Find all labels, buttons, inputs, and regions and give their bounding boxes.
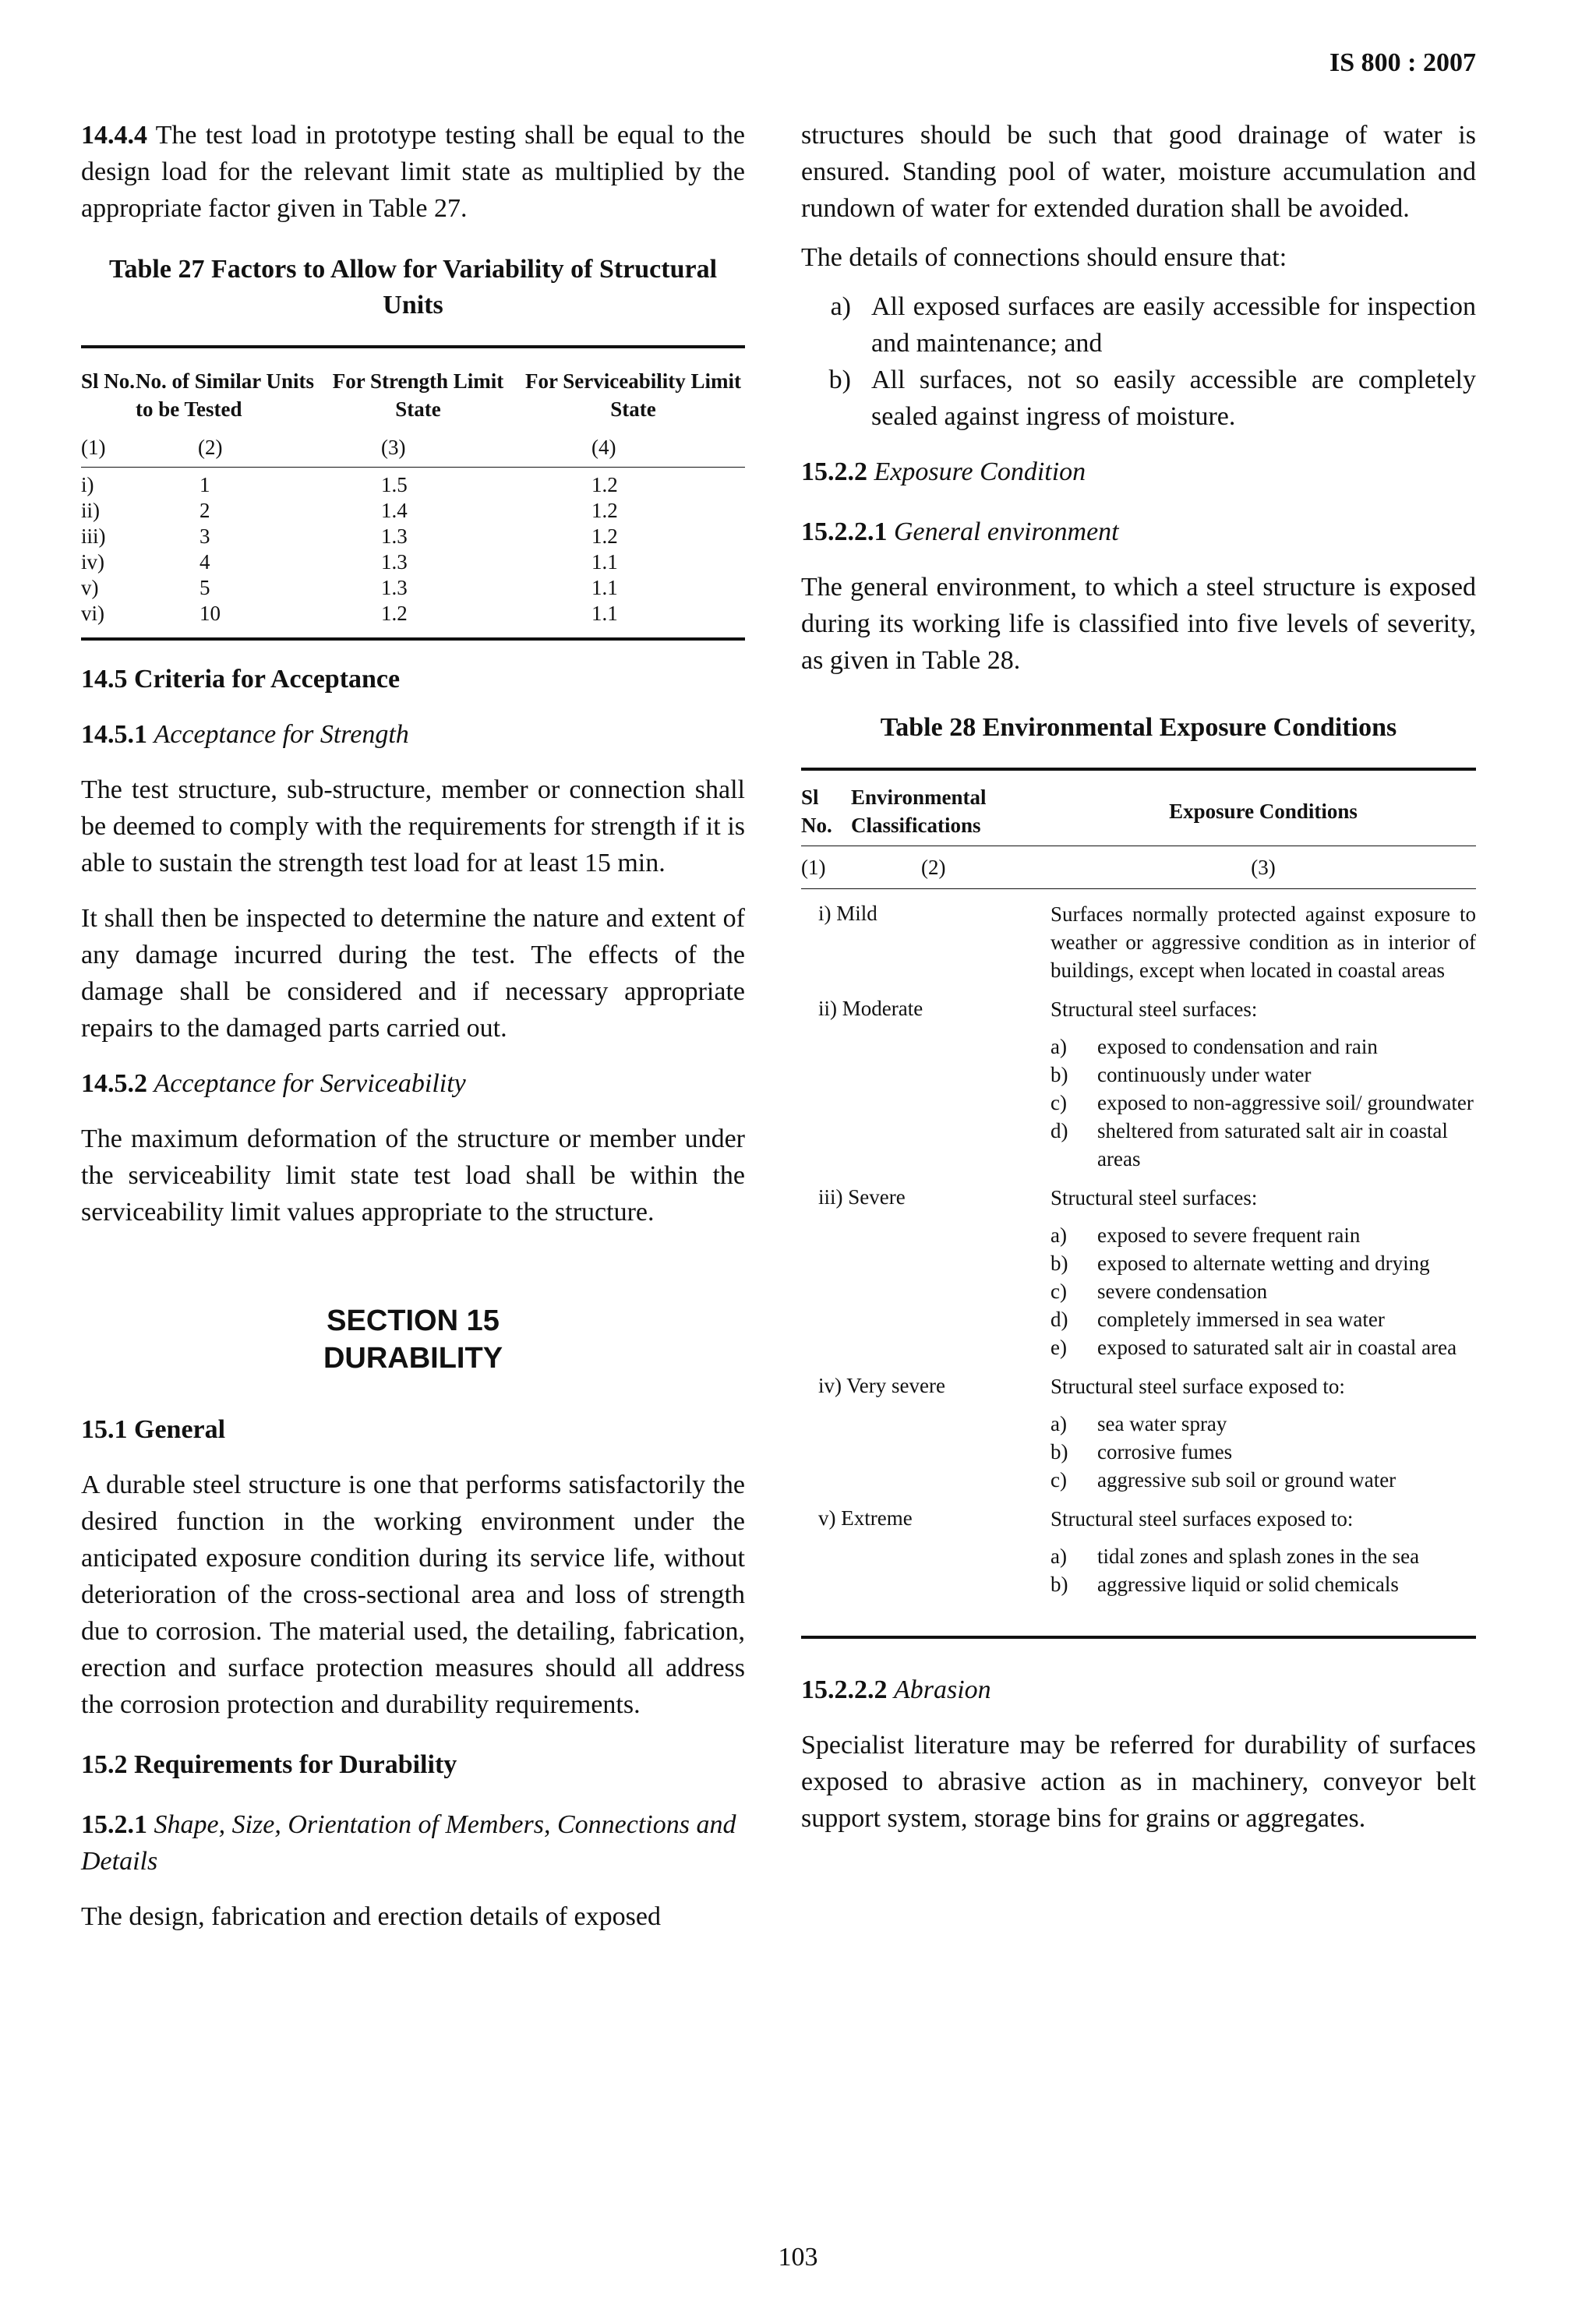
column-numbers	[81, 423, 745, 467]
condition-item	[1050, 1410, 1476, 1438]
condition-lead: Structural steel surfaces exposed to:	[1050, 1507, 1354, 1530]
heading-15-2: 15.2 Requirements for Durability	[81, 1750, 457, 1779]
paragraph-strength-1: The test structure, sub-structure, member or connection shall be deemed to comply with the requirements for strength if it is able to sustain the strength test load for at least 15 min.	[81, 775, 745, 877]
heading-14-5: 14.5 Criteria for Acceptance	[81, 665, 401, 694]
table-rule	[81, 637, 745, 641]
header-units-tested: No. of Similar Units to be Tested	[136, 369, 315, 421]
exposure-condition	[1050, 995, 1476, 1173]
item-marker: c)	[1050, 1468, 1067, 1492]
clause-number: 14.5.1	[81, 720, 147, 749]
item-text: exposed to alternate wetting and drying	[1097, 1252, 1430, 1275]
paragraph-abrasion: Specialist literature may be referred for durability of surfaces exposed to abrasive action as in machinery, conveyor belt support system, storage bins for grains or aggregates.	[801, 1731, 1476, 1833]
list-item	[801, 362, 1476, 435]
cell: 10	[200, 602, 221, 625]
clause-number: 15.2.2.2	[801, 1675, 888, 1704]
right-column	[801, 117, 1476, 1855]
item-marker: b)	[1050, 1573, 1068, 1596]
table-row	[81, 524, 745, 549]
condition-lead: Structural steel surfaces:	[1050, 997, 1258, 1021]
table-row	[81, 549, 745, 575]
item-marker: c)	[1050, 1280, 1067, 1303]
header-classification: Environmental Classifications	[851, 786, 987, 837]
column-number: (3)	[381, 436, 406, 459]
clause-title: Acceptance for Strength	[154, 720, 409, 749]
cell: 1.1	[591, 576, 618, 599]
item-marker: a)	[1050, 1035, 1067, 1058]
condition-item	[1050, 1438, 1476, 1466]
cell: vi)	[81, 602, 104, 625]
paragraph-strength-2: It shall then be inspected to determine the nature and extent of any damage incurred during the test. The effects of the damage shall be considered and if necessary appropriate repairs to the damaged parts carried out.	[81, 904, 745, 1043]
item-text: continuously under water	[1097, 1063, 1312, 1086]
classification: ii) Moderate	[818, 997, 923, 1020]
item-text: exposed to non-aggressive soil/ groundwater	[1097, 1091, 1474, 1114]
item-text: aggressive sub soil or ground water	[1097, 1468, 1396, 1492]
table-row	[801, 995, 1476, 1173]
cell: 1.2	[591, 524, 618, 548]
condition-item	[1050, 1305, 1476, 1333]
column-number: (2)	[198, 436, 223, 459]
condition-item	[1050, 1570, 1476, 1598]
paragraph-general: A durable steel structure is one that performs satisfactorily the desired function in the working environment under the anticipated exposure condition during its service life, without deterioration of the cross-sectional area and loss of strength due to corrosion. The material used, the detailing, fabrication, erection and surface protection measures should all address the corrosion protection and durability requirements.	[81, 1470, 745, 1719]
cell: 1.3	[381, 524, 408, 548]
classification: iv) Very severe	[818, 1374, 945, 1397]
cell: 1.1	[591, 602, 618, 625]
table-row	[801, 1184, 1476, 1361]
heading-15-2-1	[81, 1806, 745, 1880]
condition-item	[1050, 1221, 1476, 1249]
exposure-condition	[1050, 900, 1476, 984]
condition-lead: Structural steel surfaces:	[1050, 1186, 1258, 1209]
clause-title: Exposure Condition	[874, 457, 1086, 486]
table-header	[81, 348, 745, 423]
item-marker: a)	[1050, 1223, 1067, 1247]
header-sl-no: Sl No.	[801, 786, 832, 837]
item-text: exposed to condensation and rain	[1097, 1035, 1378, 1058]
table-row	[81, 498, 745, 524]
header-exposure-conditions: Exposure Conditions	[1169, 800, 1358, 823]
exposure-condition	[1050, 1372, 1476, 1494]
list-marker: b)	[828, 365, 851, 394]
classification: v) Extreme	[818, 1506, 913, 1530]
item-text: tidal zones and splash zones in the sea	[1097, 1545, 1420, 1568]
item-text: corrosive fumes	[1097, 1440, 1233, 1463]
cell: 1.5	[381, 473, 408, 496]
clause-number: 15.2.2	[801, 457, 867, 486]
cell: i)	[81, 473, 94, 496]
item-text: sheltered from saturated salt air in coastal areas	[1097, 1119, 1448, 1170]
table-row	[81, 575, 745, 601]
cell: 5	[200, 576, 210, 599]
cell: 1	[200, 473, 210, 496]
table-28-title: Table 28 Environmental Exposure Conditions	[880, 713, 1397, 742]
table-rule	[801, 888, 1476, 889]
condition-item	[1050, 1117, 1476, 1173]
cell: 2	[200, 499, 210, 522]
heading-15-2-2-1	[801, 514, 1476, 550]
condition-item	[1050, 1277, 1476, 1305]
clause-number: 15.2.1	[81, 1810, 147, 1839]
list-marker: a)	[830, 292, 851, 321]
heading-15-2-2	[801, 454, 1476, 490]
paragraph-design-details: The design, fabrication and erection details of exposed	[81, 1902, 661, 1931]
table-27	[81, 345, 745, 641]
heading-15-2-2-2	[801, 1672, 1476, 1708]
cell: 1.3	[381, 576, 408, 599]
item-text: completely immersed in sea water	[1097, 1308, 1385, 1331]
list-text: All exposed surfaces are easily accessible for inspection and maintenance; and	[871, 292, 1476, 358]
item-marker: a)	[1050, 1412, 1067, 1435]
item-text: exposed to severe frequent rain	[1097, 1223, 1361, 1247]
clause-number: 14.5.2	[81, 1069, 147, 1098]
condition-item	[1050, 1333, 1476, 1361]
cell: 1.2	[591, 473, 618, 496]
item-text: aggressive liquid or solid chemicals	[1097, 1573, 1399, 1596]
cell: 1.4	[381, 499, 408, 522]
column-number: (4)	[591, 436, 616, 459]
table-28	[801, 768, 1476, 1639]
table-row	[801, 900, 1476, 984]
clause-14-4-4	[81, 117, 745, 227]
cell: 1.2	[591, 499, 618, 522]
clause-title: General environment	[894, 517, 1119, 546]
item-marker: b)	[1050, 1440, 1068, 1463]
cell: ii)	[81, 499, 100, 522]
item-marker: a)	[1050, 1545, 1067, 1568]
table-rule	[801, 1636, 1476, 1639]
heading-15-1: 15.1 General	[81, 1415, 226, 1444]
classification: i) Mild	[818, 902, 877, 925]
list-item	[801, 288, 1476, 362]
item-marker: d)	[1050, 1308, 1068, 1331]
condition-item	[1050, 1466, 1476, 1494]
paragraph-serviceability: The maximum deformation of the structure or member under the serviceability limit state test load shall be within the serviceability limit values appropriate to the structure.	[81, 1124, 745, 1227]
cell: iv)	[81, 550, 104, 574]
condition-item	[1050, 1089, 1476, 1117]
classification: iii) Severe	[818, 1185, 906, 1209]
paragraph-details-intro: The details of connections should ensure that:	[801, 243, 1287, 272]
header-strength: For Strength Limit State	[332, 369, 504, 421]
table-row	[81, 472, 745, 498]
section-title: DURABILITY	[323, 1342, 503, 1375]
paragraph-drainage: structures should be such that good drainage of water is ensured. Standing pool of water, moisture accumulation and rundown of water for extended duration shall be avoided.	[801, 121, 1476, 223]
column-number: (1)	[801, 856, 826, 879]
item-marker: c)	[1050, 1091, 1067, 1114]
clause-number: 14.4.4	[81, 121, 147, 150]
condition-item	[1050, 1249, 1476, 1277]
condition-item	[1050, 1033, 1476, 1061]
item-marker: b)	[1050, 1063, 1068, 1086]
table-row	[801, 1372, 1476, 1494]
column-number: (2)	[921, 856, 946, 879]
document-code: IS 800 : 2007	[1329, 48, 1476, 77]
header-serviceability: For Serviceability Limit State	[525, 369, 741, 421]
clause-title: Shape, Size, Orientation of Members, Connections and Details	[81, 1810, 736, 1876]
item-text: severe condensation	[1097, 1280, 1268, 1303]
condition-item	[1050, 1061, 1476, 1089]
table-body	[81, 468, 745, 637]
exposure-condition	[1050, 1184, 1476, 1361]
item-marker: d)	[1050, 1119, 1068, 1142]
clause-title: Acceptance for Serviceability	[154, 1069, 466, 1098]
page-number: 103	[778, 2243, 818, 2272]
table-row	[81, 601, 745, 627]
section-heading	[81, 1302, 745, 1377]
condition-item	[1050, 1542, 1476, 1570]
clause-number: 15.2.2.1	[801, 517, 888, 546]
exposure-condition	[1050, 1505, 1476, 1598]
item-marker: b)	[1050, 1252, 1068, 1275]
column-numbers	[801, 846, 1476, 888]
table-27-title: Table 27 Factors to Allow for Variability of Structural Units	[108, 255, 718, 320]
condition-text: Surfaces normally protected against exposure to weather or aggressive condition as in interior of buildings, except when located in coastal areas	[1050, 902, 1476, 982]
condition-lead: Structural steel surface exposed to:	[1050, 1375, 1345, 1398]
column-number: (1)	[81, 436, 106, 459]
table-header	[801, 771, 1476, 846]
item-text: sea water spray	[1097, 1412, 1227, 1435]
clause-text: The test load in prototype testing shall be equal to the design load for the relevant limit state as multiplied by the appropriate factor given in Table 27.	[81, 121, 745, 223]
header-sl-no: Sl No.	[81, 369, 136, 393]
heading-14-5-2	[81, 1065, 745, 1102]
left-column	[81, 117, 745, 1954]
cell: 3	[200, 524, 210, 548]
item-text: exposed to saturated salt air in coastal area	[1097, 1336, 1457, 1359]
paragraph-general-environment: The general environment, to which a steel structure is exposed during its working life is classified into five levels of severity, as given in Table 28.	[801, 573, 1476, 675]
cell: 4	[200, 550, 210, 574]
cell: v)	[81, 576, 99, 599]
cell: 1.1	[591, 550, 618, 574]
item-marker: e)	[1050, 1336, 1067, 1359]
cell: 1.3	[381, 550, 408, 574]
table-row	[801, 1505, 1476, 1598]
list-text: All surfaces, not so easily accessible are completely sealed against ingress of moisture.	[871, 365, 1476, 431]
connection-requirements-list	[801, 288, 1476, 435]
section-number: SECTION 15	[327, 1305, 500, 1337]
column-number: (3)	[1251, 856, 1276, 879]
table-body	[801, 900, 1476, 1636]
heading-14-5-1	[81, 716, 745, 753]
cell: 1.2	[381, 602, 408, 625]
cell: iii)	[81, 524, 106, 548]
clause-title: Abrasion	[894, 1675, 991, 1704]
